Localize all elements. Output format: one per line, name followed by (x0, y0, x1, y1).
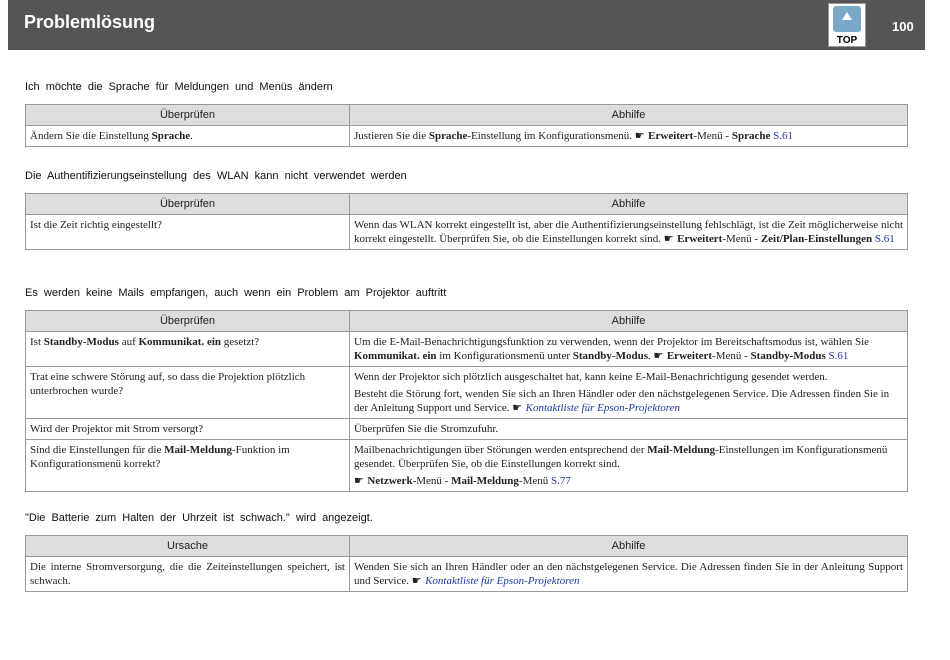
check-cell: Wird der Projektor mit Strom versorgt? (26, 419, 350, 440)
mail-table (25, 310, 908, 492)
table-row (26, 126, 908, 147)
remedy-cell: Wenden Sie sich an Ihren Händler oder an den nächstgelegenen Service. Die Adressen finden Sie in der Anleitung Support und Service. ☛ Kontaktliste für Epson-Projektoren (350, 557, 908, 592)
column-header-check: Überprüfen (26, 194, 350, 215)
column-header-remedy: Abhilfe (350, 105, 908, 126)
remedy-cell: Überprüfen Sie die Stromzufuhr. (350, 419, 908, 440)
section-title: Die Authentifizierungseinstellung des WLAN kann nicht verwendet werden (25, 170, 407, 182)
hand-pointer-icon: ☛ (354, 474, 368, 487)
remedy-cell: Um die E-Mail-Benachrichtigungsfunktion zu verwenden, wenn der Projektor im Bereitschaftsmodus ist, wählen Sie Kommunikat. ein im Konfigurationsmenü unter Standby-Modus. ☛ Erweitert-Menü - Standby-Modus S.61 (350, 332, 908, 367)
remedy-cell: Wenn das WLAN korrekt eingestellt ist, aber die Authentifizierungseinstellung fehlschlägt, ist die Zeit möglicherweise nicht korrekt eingestellt. Überprüfen Sie, ob die Einstellungen korrekt sind. ☛ Erweitert-Menü - Zeit/Plan-Einstellungen S.61 (350, 215, 908, 250)
contact-list-link[interactable]: Kontaktliste für Epson-Projektoren (425, 575, 580, 587)
page-link[interactable]: S.77 (550, 475, 571, 487)
top-arrow-icon (833, 6, 861, 32)
page-number: 100 (892, 19, 914, 34)
table-row (26, 215, 908, 250)
hand-pointer-icon: ☛ (634, 129, 649, 142)
check-cell: Ändern Sie die Einstellung Sprache. (26, 126, 350, 147)
page-link[interactable]: S.61 (825, 350, 849, 362)
table-row (26, 440, 908, 492)
section-title: Es werden keine Mails empfangen, auch wenn ein Problem am Projektor auftritt (25, 287, 447, 299)
hand-pointer-icon: ☛ (512, 401, 526, 414)
hand-pointer-icon: ☛ (663, 232, 678, 245)
column-header-cause: Ursache (26, 536, 350, 557)
check-cell: Ist die Zeit richtig eingestellt? (26, 215, 350, 250)
remedy-cell: Wenn der Projektor sich plötzlich ausgeschaltet hat, kann keine E-Mail-Benachrichtigung gesendet werden. Besteht die Störung fort, wenden Sie sich an Ihren Händler oder den nächstgelegenen Service. Die Adressen finden Sie in der Anleitung Support und Service. ☛ Kontaktliste für Epson-Projektoren (350, 367, 908, 419)
page-link[interactable]: S.61 (872, 233, 895, 245)
hand-pointer-icon: ☛ (653, 349, 667, 362)
top-label: TOP (836, 35, 858, 46)
table-row (26, 367, 908, 419)
section-title: "Die Batterie zum Halten der Uhrzeit ist schwach." wird angezeigt. (25, 512, 373, 524)
table-row (26, 419, 908, 440)
check-cell: Trat eine schwere Störung auf, so dass die Projektion plötzlich unterbrochen wurde? (26, 367, 350, 419)
page-header (8, 0, 925, 50)
remedy-cell: Mailbenachrichtigungen über Störungen werden entsprechend der Mail-Meldung-Einstellungen im Konfigurationsmenü gesendet. Überprüfen Sie, ob die Einstellungen korrekt sind. ☛ Netzwerk-Menü - Mail-Meldung-Menü S.77 (350, 440, 908, 492)
check-cell: Ist Standby-Modus auf Kommunikat. ein gesetzt? (26, 332, 350, 367)
table-row (26, 557, 908, 592)
column-header-remedy: Abhilfe (350, 536, 908, 557)
column-header-remedy: Abhilfe (350, 311, 908, 332)
battery-table (25, 535, 908, 592)
column-header-check: Überprüfen (26, 105, 350, 126)
contact-list-link[interactable]: Kontaktliste für Epson-Projektoren (525, 402, 681, 414)
hand-pointer-icon: ☛ (411, 574, 426, 587)
table-row (26, 332, 908, 367)
cause-cell: Die interne Stromversorgung, die die Zeiteinstellungen speichert, ist schwach. (26, 557, 350, 592)
column-header-remedy: Abhilfe (350, 194, 908, 215)
remedy-cell: Justieren Sie die Sprache-Einstellung im Konfigurationsmenü. ☛ Erweitert-Menü - Sprache S.61 (350, 126, 908, 147)
page-title: Problemlösung (24, 12, 156, 32)
language-table (25, 104, 908, 147)
top-button[interactable] (828, 3, 866, 47)
page-link[interactable]: S.61 (770, 130, 793, 142)
check-cell: Sind die Einstellungen für die Mail-Meldung-Funktion im Konfigurationsmenü korrekt? (26, 440, 350, 492)
column-header-check: Überprüfen (26, 311, 350, 332)
wlan-table (25, 193, 908, 250)
section-title: Ich möchte die Sprache für Meldungen und Menüs ändern (25, 81, 333, 93)
